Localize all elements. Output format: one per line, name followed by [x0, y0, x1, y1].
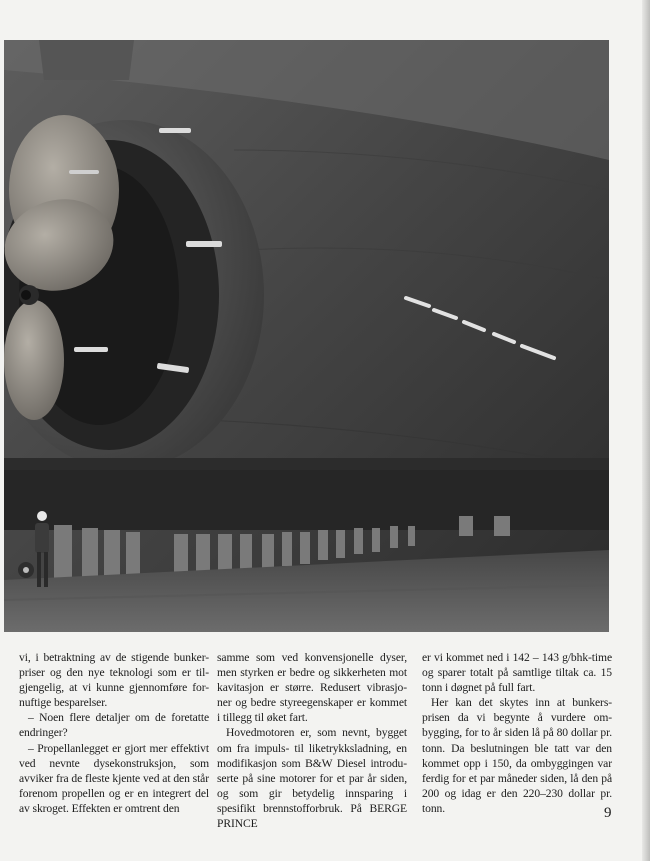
- ship-stern-photo: [4, 40, 609, 632]
- paragraph: – Noen flere detaljer om de foretatte endringer?: [19, 711, 209, 740]
- page-edge: [642, 0, 650, 861]
- text-column-1: [19, 650, 209, 816]
- paragraph: vi, i betraktning av de stigende bunker-priser og den nye teknologi som er til-gjengelig, at vi kunne gjennomføre for-nuftige besparelser.: [19, 651, 209, 710]
- paragraph: – Propellanlegget er gjort mer effektivt ved nevnte dysekonstruksjon, som avviker fra de fleste kjente ved at den står forenom propellen og er en integrert del av skroget. Effekten er omtrent den: [19, 741, 209, 815]
- text-column-2: [217, 650, 407, 831]
- text-column-3: [422, 650, 612, 816]
- paragraph: Hovedmotoren er, som nevnt, bygget om fra impuls- til liketrykksladning, en modifikasjon som B&W Diesel introdu-serte på sine motorer for et par år siden, og som gir betydelig innsparing i spesifikt brennstofforbruk. På BERGE PRINCE: [217, 726, 407, 831]
- paragraph: er vi kommet ned i 142 – 143 g/bhk-time og sparer totalt på samtlige tiltak ca. 15 tonn i døgnet på full fart.: [422, 651, 612, 695]
- paragraph: samme som ved konvensjonelle dyser, men styrken er bedre og sikkerheten mot kavitasjon er større. Redusert vibrasjo-ner og bedre styreegenskaper er kommet i tillegg til øket fart.: [217, 651, 407, 725]
- paragraph: Her kan det skytes inn at bunkers-prisen da vi begynte å vurdere om-bygging, for to år siden lå på 80 dollar pr. tonn. Da beslutningen ble tatt var den kommet opp i 150, da ombyggingen var ferdig for et par måneder siden, lå den på 200 og idag er den 220–230 dollar pr. tonn.: [422, 696, 612, 815]
- page-number: 9: [604, 805, 612, 821]
